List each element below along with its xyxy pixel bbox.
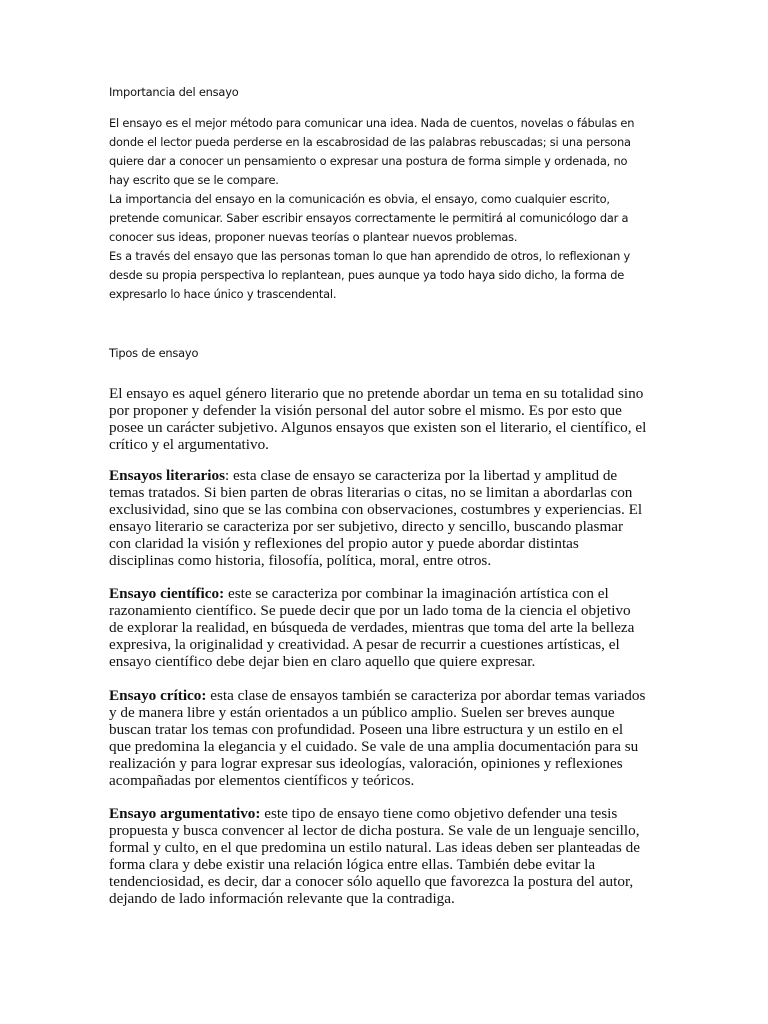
text-line: pretende comunicar. Saber escribir ensayos correctamente le permitirá al comunicólogo dar a: [109, 211, 629, 225]
text-line: Ensayo crítico: esta clase de ensayos también se caracteriza por abordar temas variados: [109, 687, 646, 704]
text-line: donde el lector pueda perderse en la escabrosidad de las palabras rebuscadas; si una persona: [109, 135, 631, 149]
text-line: quiere dar a conocer un pensamiento o expresar una postura de forma simple y ordenada, no: [109, 154, 628, 168]
importancia-paragraph: [109, 114, 669, 304]
text-line: dejando de lado información relevante que la contradiga.: [109, 890, 455, 907]
text-line: por proponer y defender la visión personal del autor sobre el mismo. Es por esto que: [109, 402, 622, 419]
ensayo-critico-paragraph: [109, 687, 669, 789]
text-line: Ensayo argumentativo: este tipo de ensayo tiene como objetivo defender una tesis: [109, 805, 618, 822]
text-line: conocer sus ideas, proponer nuevas teorías o plantear nuevos problemas.: [109, 230, 518, 244]
text-line: buscan tratar los temas con profundidad. Poseen una libre estructura y un estilo en el: [109, 721, 624, 738]
text-line: expresarlo lo hace único y trascendental.: [109, 287, 337, 301]
text-line: desde su propia perspectiva lo replantean, pues aunque ya todo haya sido dicho, la forma de: [109, 268, 625, 282]
text-line: disciplinas como historia, filosofía, política, moral, entre otros.: [109, 552, 492, 569]
ensayo-literario-paragraph: [109, 467, 669, 569]
text-line: acompañadas por elementos científicos y teóricos.: [109, 772, 415, 789]
text-line: temas tratados. Si bien parten de obras literarias o citas, no se limitan a abordarlas con: [109, 484, 633, 501]
section-heading-importancia: Importancia del ensayo: [109, 85, 239, 99]
text-line: El ensayo es el mejor método para comunicar una idea. Nada de cuentos, novelas o fábulas en: [109, 116, 635, 130]
ensayo-argumentativo-paragraph: [109, 805, 669, 907]
text-line: razonamiento científico. Se puede decir que por un lado toma de la ciencia el objetivo: [109, 602, 631, 619]
text-line: posee un carácter subjetivo. Algunos ensayos que existen son el literario, el científico, el: [109, 419, 647, 436]
text-line: formal y culto, en el que predomina un estilo natural. Las ideas deben ser planteadas de: [109, 839, 640, 856]
text-line: crítico y el argumentativo.: [109, 436, 269, 453]
text-line: Ensayos literarios: esta clase de ensayo se caracteriza por la libertad y amplitud de: [109, 467, 618, 484]
text-line: propuesta y busca convencer al lector de dicha postura. Se vale de un lenguaje sencillo,: [109, 822, 640, 839]
term-cientifico: Ensayo científico:: [109, 585, 225, 602]
tipos-intro-paragraph: [109, 385, 669, 453]
term-literario: Ensayos literarios: [109, 467, 226, 484]
text-line: ensayo científico debe dejar bien en claro aquello que quiere expresar.: [109, 653, 536, 670]
text-line: tendenciosidad, es decir, dar a conocer sólo aquello que favorezca la postura del autor,: [109, 873, 634, 890]
text-line: El ensayo es aquel género literario que no pretende abordar un tema en su totalidad sino: [109, 385, 644, 402]
term-critico: Ensayo crítico:: [109, 687, 207, 704]
text-line: La importancia del ensayo en la comunicación es obvia, el ensayo, como cualquier escrito,: [109, 192, 610, 206]
text-line: hay escrito que se le compare.: [109, 173, 279, 187]
term-argumentativo: Ensayo argumentativo:: [109, 805, 261, 822]
text-line: realización y para lograr expresar sus ideologías, valoración, opiniones y reflexiones: [109, 755, 623, 772]
text-line: forma clara y debe existir una relación lógica entre ellas. También debe evitar la: [109, 856, 596, 873]
text-line: expresiva, la originalidad y creatividad. A pesar de recurrir a cuestiones artísticas, el: [109, 636, 620, 653]
section-heading-tipos: Tipos de ensayo: [109, 346, 199, 360]
text-line: Es a través del ensayo que las personas toman lo que han aprendido de otros, lo reflexionan y: [109, 249, 631, 263]
text-line: que predomina la elegancia y el cuidado. Se vale de una amplia documentación para su: [109, 738, 639, 755]
text-line: de explorar la realidad, en búsqueda de verdades, mientras que toma del arte la belleza: [109, 619, 635, 636]
ensayo-cientifico-paragraph: [109, 585, 669, 670]
text-line: exclusividad, sino que se las combina con observaciones, costumbres y experiencias. El: [109, 501, 643, 518]
text-line: y de manera libre y están orientados a un público amplio. Suelen ser breves aunque: [109, 704, 615, 721]
text-line: ensayo literario se caracteriza por ser subjetivo, directo y sencillo, buscando plasmar: [109, 518, 624, 535]
text-line: con claridad la visión y reflexiones del propio autor y puede abordar distintas: [109, 535, 579, 552]
text-line: Ensayo científico: este se caracteriza por combinar la imaginación artística con el: [109, 585, 609, 602]
